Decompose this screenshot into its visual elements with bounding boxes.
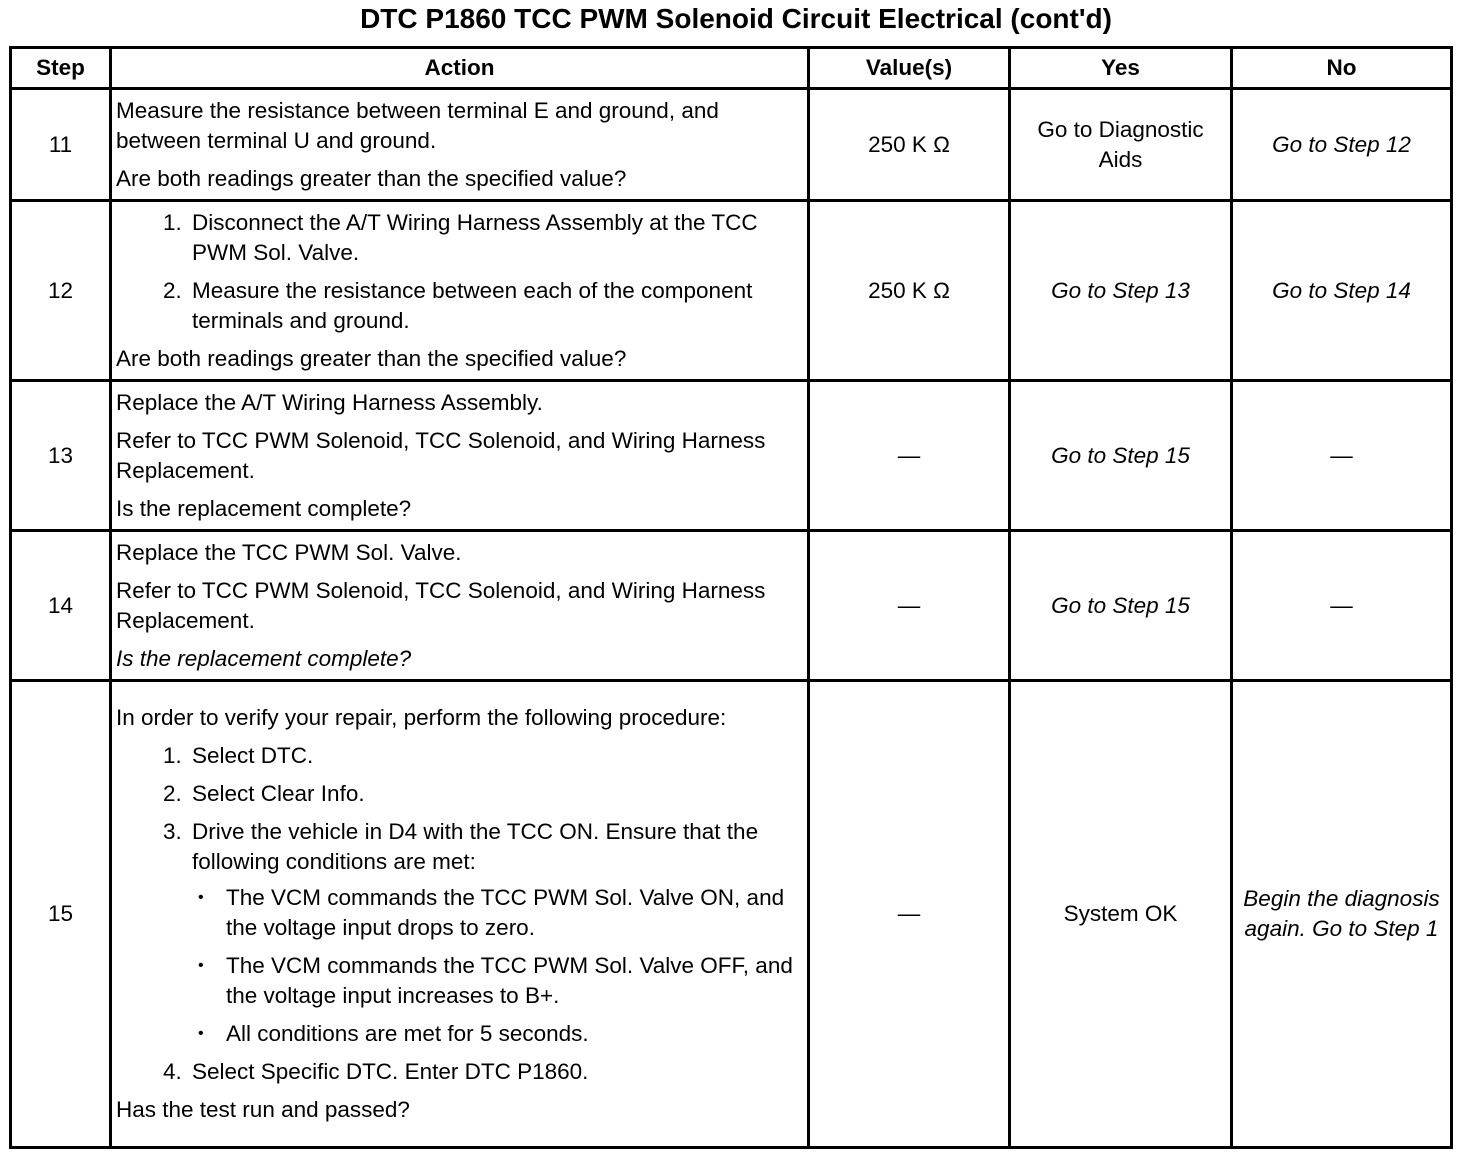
procedure-item-text: Drive the vehicle in D4 with the TCC ON. Ensure that the following conditions are met: — [192, 819, 759, 874]
no-cell: Go to Step 12 — [1232, 89, 1452, 201]
value-cell: — — [809, 381, 1010, 531]
procedure-list — [116, 208, 803, 336]
procedure-item: 2. Select Clear Info. — [188, 779, 803, 809]
action-cell — [111, 681, 809, 1148]
header-no: No — [1232, 48, 1452, 89]
yes-cell: Go to Step 15 — [1010, 531, 1232, 681]
action-text: Refer to TCC PWM Solenoid, TCC Solenoid, and Wiring Harness Replacement. — [116, 427, 766, 483]
procedure-item: 1. Disconnect the A/T Wiring Harness Assembly at the TCC PWM Sol. Valve. — [188, 208, 803, 268]
value-cell: — — [809, 681, 1010, 1148]
table-row — [11, 681, 1452, 1148]
action-cell — [111, 531, 809, 681]
no-cell: — — [1232, 381, 1452, 531]
procedure-item: 2. Measure the resistance between each of the component terminals and ground. — [188, 276, 803, 336]
no-cell: Go to Step 14 — [1232, 201, 1452, 381]
action-text: Measure the resistance between terminal E and ground, and between terminal U and ground. — [116, 97, 719, 153]
action-cell — [111, 201, 809, 381]
no-cell: Begin the diagnosis again. Go to Step 1 — [1232, 681, 1452, 1148]
table-row — [11, 201, 1452, 381]
action-text: Replace the TCC PWM Sol. Valve. — [116, 539, 462, 565]
header-step: Step — [11, 48, 111, 89]
header-action: Action — [111, 48, 809, 89]
step-number: 12 — [11, 201, 111, 381]
action-question: Is the replacement complete? — [116, 495, 412, 521]
table-row — [11, 531, 1452, 681]
no-cell: — — [1232, 531, 1452, 681]
table-row — [11, 89, 1452, 201]
value-cell: 250 K Ω — [809, 89, 1010, 201]
procedure-list — [116, 741, 803, 1087]
step-number: 13 — [11, 381, 111, 531]
page-title: DTC P1860 TCC PWM Solenoid Circuit Electrical (cont'd) — [360, 3, 1112, 34]
step-number: 15 — [11, 681, 111, 1148]
table-row — [11, 381, 1452, 531]
procedure-item: 4. Select Specific DTC. Enter DTC P1860. — [188, 1057, 803, 1087]
diagnostic-table — [9, 46, 1453, 1149]
value-cell: — — [809, 531, 1010, 681]
procedure-item: 1. Select DTC. — [188, 741, 803, 771]
action-cell — [111, 89, 809, 201]
action-text: Refer to TCC PWM Solenoid, TCC Solenoid, and Wiring Harness Replacement. — [116, 577, 766, 633]
procedure-item — [188, 817, 803, 1049]
yes-cell: Go to Step 15 — [1010, 381, 1232, 531]
condition-item: • The VCM commands the TCC PWM Sol. Valve OFF, and the voltage input increases to B+. — [222, 951, 803, 1011]
action-question: Is the replacement complete? — [116, 645, 412, 671]
header-yes: Yes — [1010, 48, 1232, 89]
action-cell — [111, 381, 809, 531]
action-intro: In order to verify your repair, perform the following procedure: — [116, 705, 727, 730]
action-question: Are both readings greater than the specified value? — [116, 345, 627, 371]
header-row — [11, 48, 1452, 89]
action-question: Has the test run and passed? — [116, 1097, 410, 1122]
action-question: Are both readings greater than the specified value? — [116, 165, 627, 191]
yes-cell: System OK — [1010, 681, 1232, 1148]
condition-item: • The VCM commands the TCC PWM Sol. Valve ON, and the voltage input drops to zero. — [222, 883, 803, 943]
value-cell: 250 K Ω — [809, 201, 1010, 381]
yes-cell: Go to Diagnostic Aids — [1010, 89, 1232, 201]
header-values: Value(s) — [809, 48, 1010, 89]
condition-list — [192, 883, 803, 1049]
action-text: Replace the A/T Wiring Harness Assembly. — [116, 389, 543, 415]
step-number: 14 — [11, 531, 111, 681]
yes-cell: Go to Step 13 — [1010, 201, 1232, 381]
step-number: 11 — [11, 89, 111, 201]
condition-item: • All conditions are met for 5 seconds. — [222, 1019, 803, 1049]
